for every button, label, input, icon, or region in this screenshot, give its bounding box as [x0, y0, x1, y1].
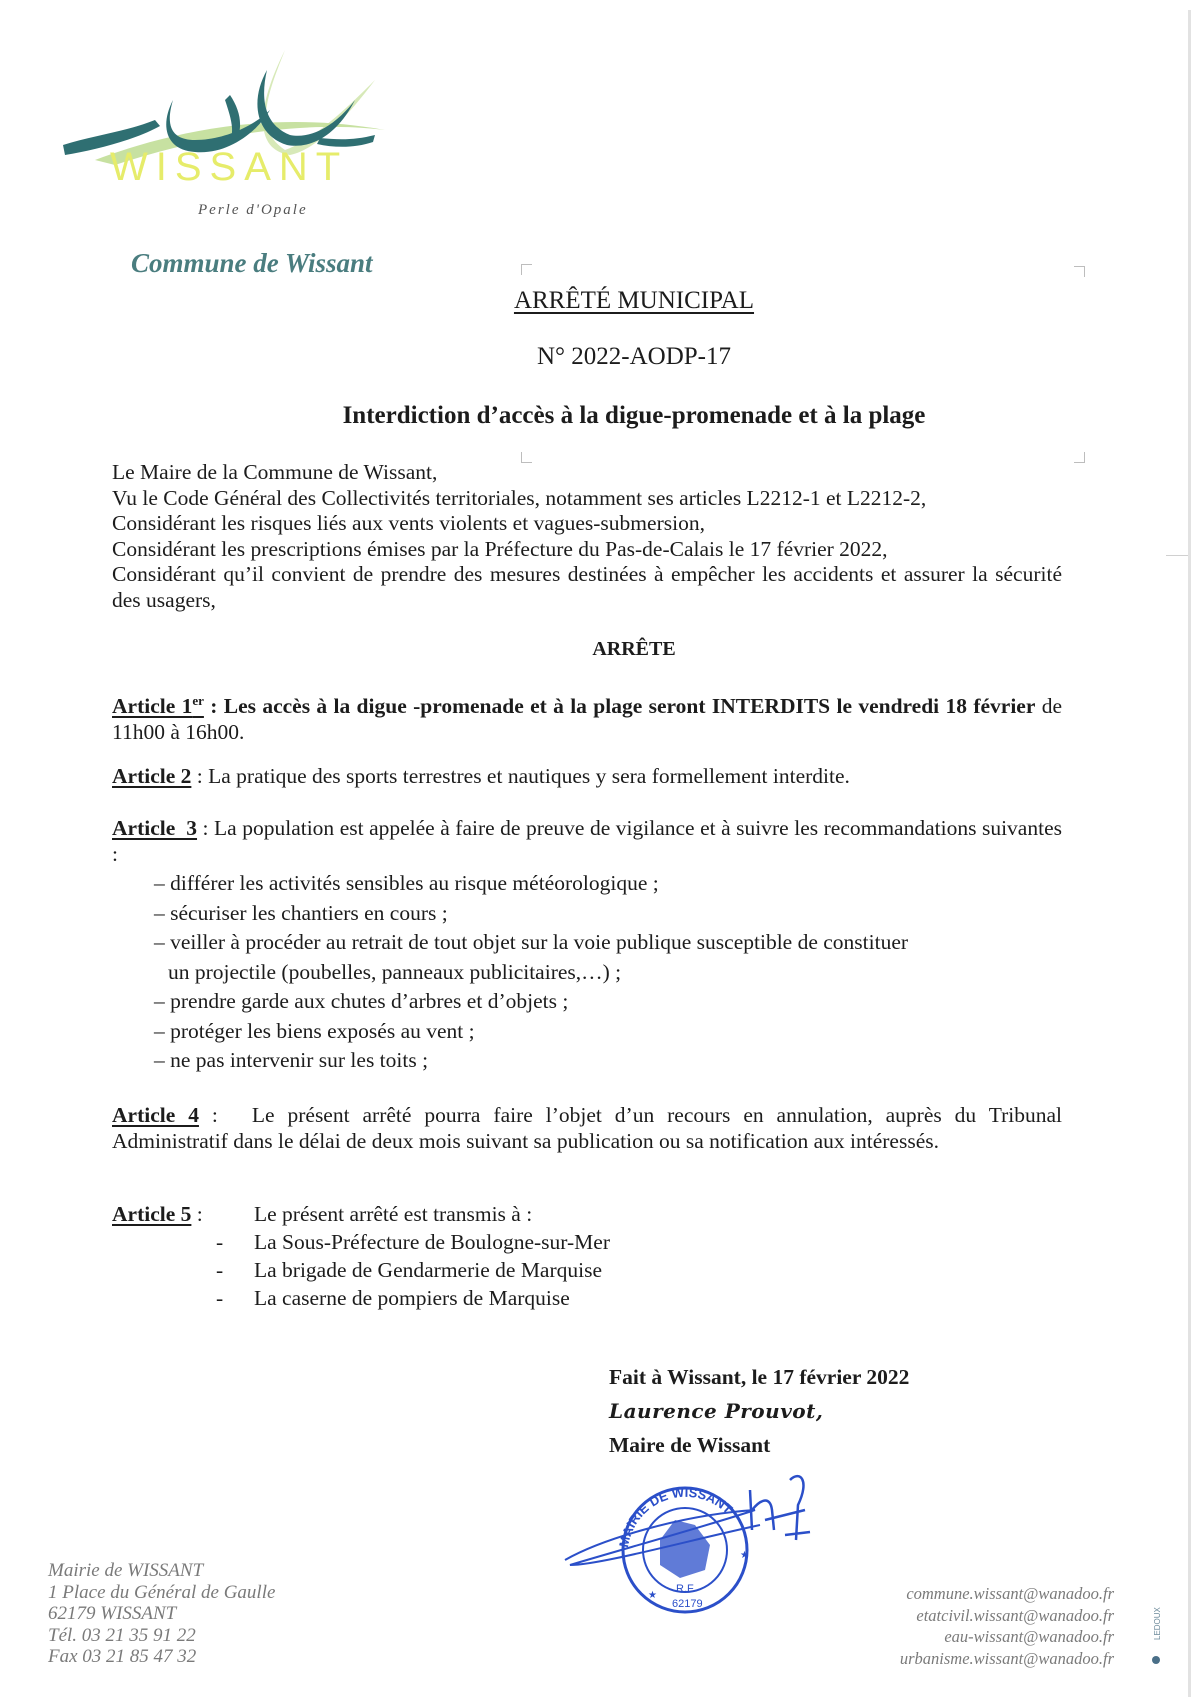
decision-heading: ARRÊTE: [592, 638, 676, 660]
corner-mark-top-right: [1074, 266, 1085, 277]
preamble-line: Vu le Code Général des Collectivités territoriales, notamment ses articles L2212-1 et L2212-2,: [112, 485, 927, 510]
wave-logo-icon: [55, 40, 415, 190]
printer-mark: [1150, 1580, 1164, 1670]
list-item: – veiller à procéder au retrait de tout objet sur la voie publique susceptible de constituer: [154, 930, 909, 954]
arrete-number: N° 2022-AODP-17: [536, 343, 732, 370]
article-1-text: de 11h00 à 16h00.: [112, 694, 1063, 744]
recipient-item: - La Sous-Préfecture de Boulogne-sur-Mer: [216, 1230, 610, 1254]
svg-text:★: ★: [648, 1590, 657, 1601]
article-3-label: Article 3: [112, 816, 198, 840]
recipient-item: - La brigade de Gendarmerie de Marquise: [216, 1258, 603, 1282]
arrete-subject: Interdiction d’accès à la digue-promenade et à la plage: [342, 402, 926, 429]
printer-logo-icon: [1150, 1580, 1164, 1670]
list-item: – ne pas intervenir sur les toits ;: [154, 1048, 429, 1072]
list-item: – protéger les biens exposés au vent ;: [154, 1018, 475, 1043]
place-date: Fait à Wissant, le 17 février 2022: [609, 1365, 910, 1389]
article-2-text: La pratique des sports terrestres et nautiques y sera formellement interdite.: [208, 764, 850, 788]
article-4-text: Le présent arrêté pourra faire l’objet d’un recours en annulation, auprès du Tribunal Administratif dans le délai de deux mois suivant sa publication ou sa notification aux intéressés.: [112, 1103, 1062, 1153]
preamble-line: Considérant les prescriptions émises par la Préfecture du Pas-de-Calais le 17 février 2022,: [112, 536, 888, 561]
svg-text:★: ★: [740, 1550, 749, 1561]
email-link[interactable]: commune.wissant@wanadoo.fr: [906, 1584, 1114, 1603]
preamble: [112, 460, 1062, 613]
paper-edge-tick: [1166, 555, 1188, 556]
tagline: Perle d'Opale: [198, 202, 308, 218]
article-4: Article 4 : Le présent arrêté pourra faire l’objet d’un recours en annulation, auprès du Tribunal Administratif dans le délai de deux mois suivant sa publication ou sa notification aux intéressés.: [112, 1103, 1062, 1153]
article-1-bold-text: Les accès à la digue -promenade et à la plage seront INTERDITS le vendredi 18 février: [223, 694, 1036, 719]
fax: Fax 03 21 85 47 32: [48, 1646, 197, 1667]
email-link[interactable]: eau-wissant@wanadoo.fr: [944, 1627, 1114, 1646]
preamble-line: Le Maire de la Commune de Wissant,: [112, 460, 438, 484]
recommendations-list: [112, 869, 1062, 1076]
article-3: Article 3 : La population est appelée à faire de preuve de vigilance et à suivre les recommandations suivantes : – différer les activités sensibles au risque météorologique ; – sécuriser les chantiers en cours ; – veiller à procéder au retrait de tout objet sur la voie publique susceptible de constituer un projectile (poubelles, panneaux publicitaires,…) ; – prendre garde aux chutes d’arbres et d’objets ; – protéger les biens exposés au vent ; – ne pas intervenir sur les toits ;: [112, 816, 1062, 1076]
corner-mark-top-left: [521, 264, 532, 275]
svg-text:R.F.: R.F.: [676, 1583, 696, 1595]
preamble-line: Considérant qu’il convient de prendre des mesures destinées à empêcher les accidents et assurer la sécurité des usagers,: [112, 562, 1062, 612]
email-link[interactable]: etatcivil.wissant@wanadoo.fr: [916, 1605, 1114, 1625]
article-1: Article 1er : Les accès à la digue -promenade et à la plage seront INTERDITS le vendredi 18 février de 11h00 à 16h00.: [112, 693, 1063, 744]
article-5: Article 5 : Le présent arrêté est transmis à : - La Sous-Préfecture de Boulogne-sur-Mer - La brigade de Gendarmerie de Marquise - La caserne de pompiers de Marquise: [112, 1200, 1062, 1312]
phone: Tél. 03 21 35 91 22: [48, 1624, 196, 1646]
recipient-item: - La caserne de pompiers de Marquise: [216, 1286, 570, 1310]
article-1-label: Article 1er: [112, 693, 204, 719]
svg-text:WISSANT: WISSANT: [110, 145, 349, 189]
document-type-heading: ARRÊTÉ MUNICIPAL: [513, 287, 755, 314]
wissant-logo: [55, 40, 415, 190]
svg-text:LEDOUX: LEDOUX: [1153, 1607, 1162, 1640]
signature-block: [609, 1360, 909, 1462]
mayor-role: Maire de Wissant: [609, 1433, 771, 1457]
svg-text:MAIRIE DE WISSANT: MAIRIE DE WISSANT: [616, 1484, 736, 1549]
commune-name: Commune de Wissant: [131, 248, 373, 278]
article-4-label: Article 4: [112, 1103, 199, 1127]
article-3-text: La population est appelée à faire de preuve de vigilance et à suivre les recommandations suivantes :: [112, 816, 1062, 866]
list-item: – différer les activités sensibles au risque météorologique ;: [154, 871, 659, 895]
svg-text:62179: 62179: [672, 1598, 703, 1610]
paper-edge: [1188, 10, 1191, 1697]
preamble-line: Considérant les risques liés aux vents violents et vagues-submersion,: [112, 511, 705, 535]
article-5-label: Article 5: [112, 1202, 192, 1226]
list-item-continuation: un projectile (poubelles, panneaux publicitaires,…) ;: [168, 959, 622, 984]
list-item: – prendre garde aux chutes d’arbres et d’objets ;: [154, 989, 569, 1013]
contact-emails: [900, 1583, 1114, 1669]
mairie-stamp-icon: [560, 1470, 820, 1620]
corner-mark-bottom-right: [1074, 452, 1085, 463]
mairie-address: Mairie de WISSANT 1 Place du Général de Gaulle 62179 WISSANT Tél. 03 21 35 91 22 Fax 03 21 85 47 32: [48, 1560, 276, 1667]
article-2-label: Article 2: [112, 764, 192, 788]
email-link[interactable]: urbanisme.wissant@wanadoo.fr: [899, 1648, 1114, 1668]
official-stamp: [560, 1470, 820, 1620]
list-item: – sécuriser les chantiers en cours ;: [154, 900, 448, 925]
article-2: Article 2 : La pratique des sports terrestres et nautiques y sera formellement interdite.: [112, 764, 850, 788]
article-5-text: Le présent arrêté est transmis à :: [254, 1202, 533, 1226]
mayor-name: Laurence Prouvot,: [609, 1399, 824, 1423]
